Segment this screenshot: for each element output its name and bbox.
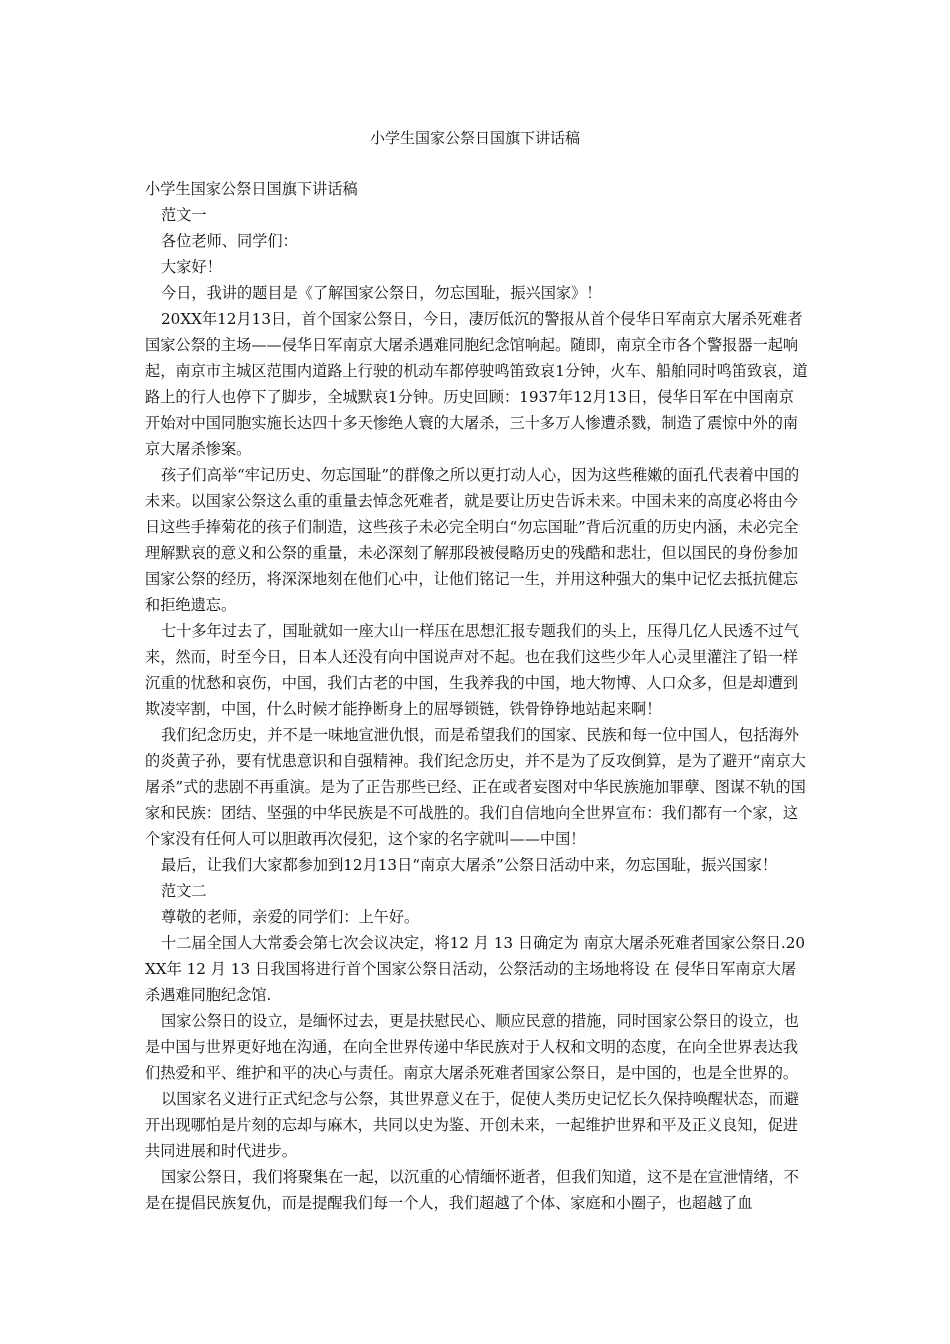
paragraph: 我们纪念历史，并不是一味地宣泄仇恨，而是希望我们的国家、民族和每一位中国人，包括海外的炎黄子孙，要有忧患意识和自强精神。我们纪念历史，并不是为了反攻倒算，是为了避开“南京大屠杀”式的悲剧不再重演。是为了正告那些已经、正在或者妄图对中华民族施加罪孽、图谋不轨的国家和民族：团结、坚强的中华民族是不可战胜的。我们自信地向全世界宣布：我们都有一个家，这个家没有任何人可以胆敢再次侵犯，这个家的名字就叫——中国！	[145, 726, 806, 848]
paragraph: 七十多年过去了，国耻就如一座大山一样压在思想汇报专题我们的头上，压得几亿人民透不过气来，然而，时至今日，日本人还没有向中国说声对不起。也在我们这些少年人心灵里灌注了铅一样沉重的忧愁和哀伤，中国，我们古老的中国，生我养我的中国，地大物博、人口众多，但是却遭到欺凌宰割，中国，什么时候才能挣断身上的屈辱锁链，铁骨铮铮地站起来啊！	[145, 622, 799, 718]
paragraph: 国家公祭日的设立，是缅怀过去，更是扶慰民心、顺应民意的措施，同时国家公祭日的设立，也是中国与世界更好地在沟通，在向全世界传递中华民族对于人权和文明的态度，在向全世界表达我们热爱和平、维护和平的决心与责任。南京大屠杀死难者国家公祭日，是中国的，也是全世界的。	[145, 1012, 799, 1082]
paragraph: 以国家名义进行正式纪念与公祭，其世界意义在于，促使人类历史记忆长久保持唤醒状态，而避开出现哪怕是片刻的忘却与麻木，共同以史为鉴、开创未来，一起维护世界和平及正义良知，促进共同进展和时代进步。	[145, 1090, 799, 1160]
paragraph: 最后，让我们大家都参加到12月13日“南京大屠杀”公祭日活动中来，勿忘国耻，振兴国家！	[161, 856, 778, 874]
salutation: 各位老师、同学们：	[161, 232, 298, 250]
section-label-2: 范文二	[161, 882, 207, 900]
document-body	[145, 176, 808, 1216]
paragraph: 孩子们高举“牢记历史、勿忘国耻”的群像之所以更打动人心，因为这些稚嫩的面孔代表着中国的未来。以国家公祭这么重的重量去悼念死难者，就是要让历史告诉未来。中国未来的高度必将由今日这些手捧菊花的孩子们制造，这些孩子未必完全明白“勿忘国耻”背后沉重的历史内涵，未必完全理解默哀的意义和公祭的重量，未必深刻了解那段被侵略历史的残酷和悲壮，但以国民的身份参加国家公祭的经历，将深深地刻在他们心中，让他们铭记一生，并用这种强大的集中记忆去抵抗健忘和拒绝遗忘。	[145, 466, 800, 614]
section-label-1: 范文一	[161, 206, 207, 224]
heading-line: 小学生国家公祭日国旗下讲话稿	[145, 180, 358, 198]
salutation: 尊敬的老师，亲爱的同学们：上午好。	[161, 908, 420, 926]
paragraph: 20XX年12月13日，首个国家公祭日，今日，凄厉低沉的警报从首个侵华日军南京大屠杀死难者国家公祭的主场——侵华日军南京大屠杀遇难同胞纪念馆响起。随即，南京全市各个警报器一起响起，南京市主城区范围内道路上行驶的机动车都停驶鸣笛致哀1分钟，火车、船舶同时鸣笛致哀，道路上的行人也停下了脚步，全城默哀1分钟。历史回顾：1937年12月13日，侵华日军在中国南京开始对中国同胞实施长达四十多天惨绝人寰的大屠杀，三十多万人惨遭杀戮，制造了震惊中外的南京大屠杀惨案。	[145, 310, 808, 458]
paragraph: 今日，我讲的题目是《了解国家公祭日，勿忘国耻，振兴国家》！	[161, 284, 602, 302]
document-title: 小学生国家公祭日国旗下讲话稿	[369, 129, 580, 147]
paragraph: 十二届全国人大常委会第七次会议决定，将12 月 13 日确定为 南京大屠杀死难者国家公祭日.20XX年 12 月 13 日我国将进行首个国家公祭日活动，公祭活动的主场地将设 在 侵华日军南京大屠杀遇难同胞纪念馆.	[145, 934, 806, 1004]
paragraph: 国家公祭日，我们将聚集在一起，以沉重的心情缅怀逝者，但我们知道，这不是在宣泄情绪，不是在提倡民族复仇，而是提醒我们每一个人，我们超越了个体、家庭和小圈子，也超越了血	[145, 1168, 799, 1212]
greeting: 大家好！	[161, 258, 222, 276]
